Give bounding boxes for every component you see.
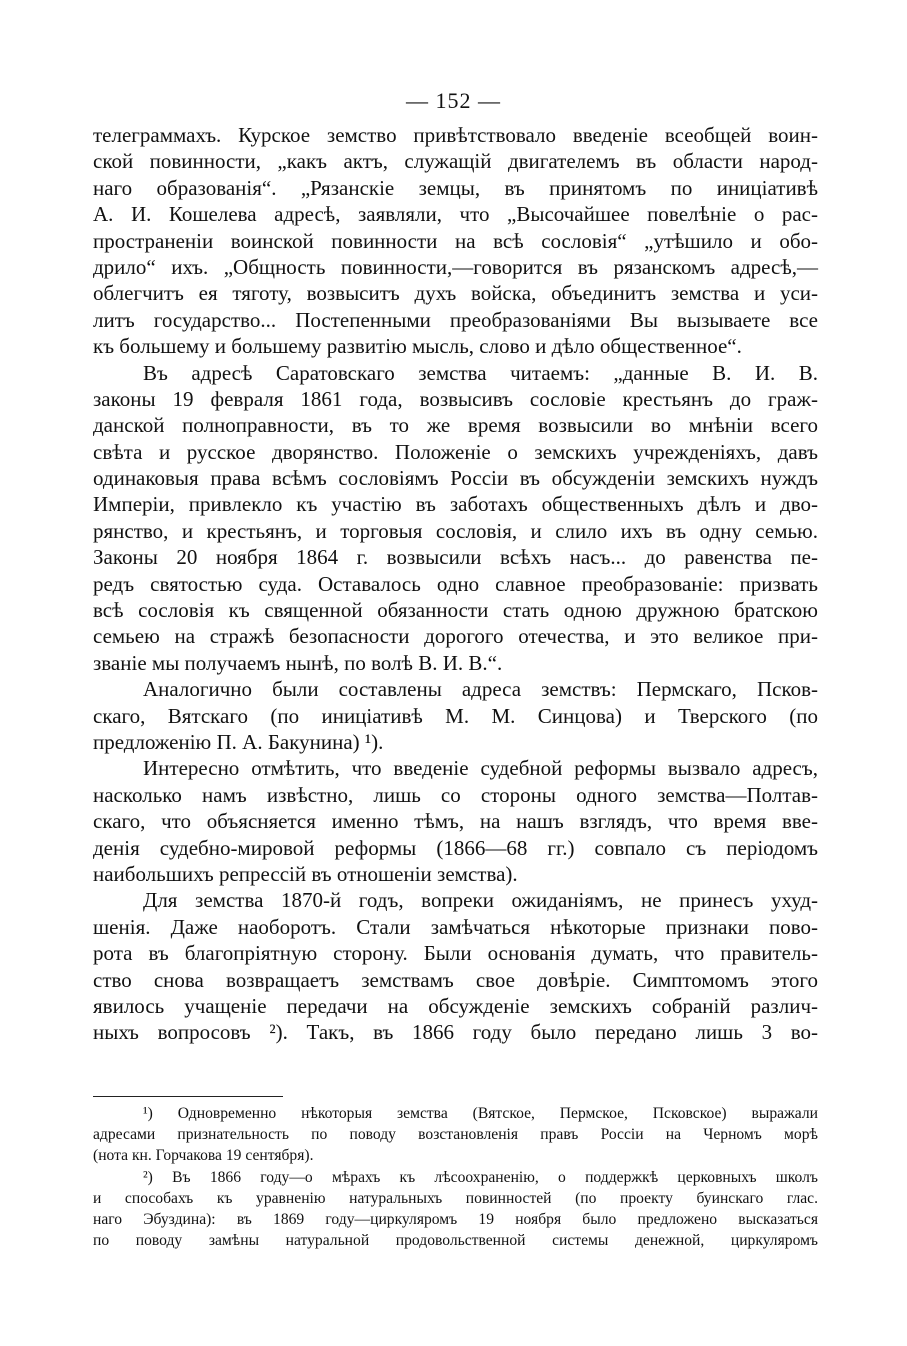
text-line: Въ адресѣ Саратовскаго земства читаемъ: „данные В. И. В. [143,360,818,385]
text-line: наго образованія“. „Рязанскіе земцы, въ принятомъ по иниціативѣ [93,175,818,200]
text-line: наибольшихъ репрессій въ отношеніи земства). [93,861,518,886]
text-line: скаго, что объясняется именно тѣмъ, на нашъ взглядъ, что время вве- [93,809,818,834]
text-line: телеграммахъ. Курское земство привѣтствовало введеніе всеобщей воин- [93,123,818,147]
text-line: предложенію П. А. Бакунина) ¹). [93,729,384,754]
text-line: законы 19 февраля 1861 года, возвысивъ сословіе крестьянъ до граж- [93,386,818,411]
footnote-line: по поводу замѣны натуральной продовольственной системы денежной, циркуляромъ [93,1232,818,1250]
footnotes [93,1103,818,1251]
footnote-line: и способахъ къ уравненію натуральныхъ повинностей (по проекту буинскаго глас. [93,1189,818,1207]
text-line: явилось учащеніе передачи на обсужденіе земскихъ собраній различ- [93,993,818,1018]
footnote-divider [93,1096,283,1097]
footnote-line: адресами признательность по поводу возстановленія правъ Россіи на Черномъ морѣ [93,1126,818,1144]
footnote-line: наго Эбуздина): въ 1869 году—циркуляромъ 19 ноября было предложено высказаться [93,1210,818,1228]
text-line: семьею на стражѣ безопасности дорогого отечества, и это великое при- [93,624,818,649]
text-line: редъ святостью суда. Оставалось одно славное преобразованіе: призвать [93,571,818,596]
text-line: Интересно отмѣтить, что введеніе судебной реформы вызвало адресъ, [143,756,818,781]
text-line: А. И. Кошелева адресѣ, заявляли, что „Высочайшее повелѣніе о рас- [93,202,818,227]
text-line: рянство, и крестьянъ, и торговыя сословія, и слило ихъ въ одну семью. [93,518,818,543]
text-line: скаго, Вятскаго (по иниціативѣ М. М. Синцова) и Тверского (по [93,703,818,728]
text-line: денія судебно-мировой реформы (1866—68 гг.) совпало съ періодомъ [93,835,818,860]
text-line: литъ государство... Постепенными преобразованіями Вы вызываете все [93,307,818,332]
page-number: — 152 — [406,88,501,113]
text-line: насколько намъ извѣстно, лишь со стороны одного земства—Полтав- [93,782,818,807]
text-line: дрило“ ихъ. „Общность повинности,—говорится въ рязанскомъ адресѣ,— [93,254,818,279]
text-line: ство снова возвращаетъ земствамъ свое довѣріе. Симптомомъ этого [93,967,818,992]
text-line: Для земства 1870-й годъ, вопреки ожиданіямъ, не принесъ ухуд- [143,888,818,913]
footnote-line: ¹) Одновременно нѣкоторыя земства (Вятское, Пермское, Псковское) выражали [143,1105,818,1122]
main-text [93,122,818,1046]
text-line: къ большему и большему развитію мысль, слово и дѣло общественное“. [93,334,742,359]
text-line: одинаковыя права всѣмъ сословіямъ Россіи въ обсужденіи земскихъ нуждъ [93,466,818,491]
text-line: ныхъ вопросовъ ²). Такъ, въ 1866 году было передано лишь 3 во- [93,1020,818,1045]
text-line: пространеніи воинской повинности на всѣ сословія“ „утѣшило и обо- [93,228,818,253]
text-line: званіе мы получаемъ нынѣ, по волѣ В. И. В.“. [93,650,503,675]
text-line: свѣта и русское дворянство. Положеніе о земскихъ учрежденіяхъ, давъ [93,439,818,464]
text-line: шенія. Даже наоборотъ. Стали замѣчаться нѣкоторые признаки пово- [93,914,818,939]
text-line: облегчитъ ея тяготу, возвыситъ духъ войска, объединитъ земства и уси- [93,281,818,306]
text-line: рота въ благопріятную сторону. Были основанія думать, что правитель- [93,941,818,966]
footnote-line: ²) Въ 1866 году—о мѣрахъ къ лѣсоохраненію, о поддержкѣ церковныхъ школъ [143,1168,818,1186]
text-line: Аналогично были составлены адреса земствъ: Пермскаго, Псков- [143,677,818,702]
text-line: Имперіи, привлекло къ участію въ заботахъ общественныхъ дѣлъ и дво- [93,492,818,517]
text-line: Законы 20 ноября 1864 г. возвысили всѣхъ насъ... до равенства пе- [93,545,818,570]
text-line: ской повинности, „какъ актъ, служащій двигателемъ въ области народ- [93,149,818,174]
footnote-line: (нота кн. Горчакова 19 сентября). [93,1147,314,1165]
text-line: всѣ сословія къ священной обязанности стать одною дружною братскою [93,598,818,623]
text-line: данской полноправности, въ то же время возвысили во мнѣніи всего [93,413,818,438]
